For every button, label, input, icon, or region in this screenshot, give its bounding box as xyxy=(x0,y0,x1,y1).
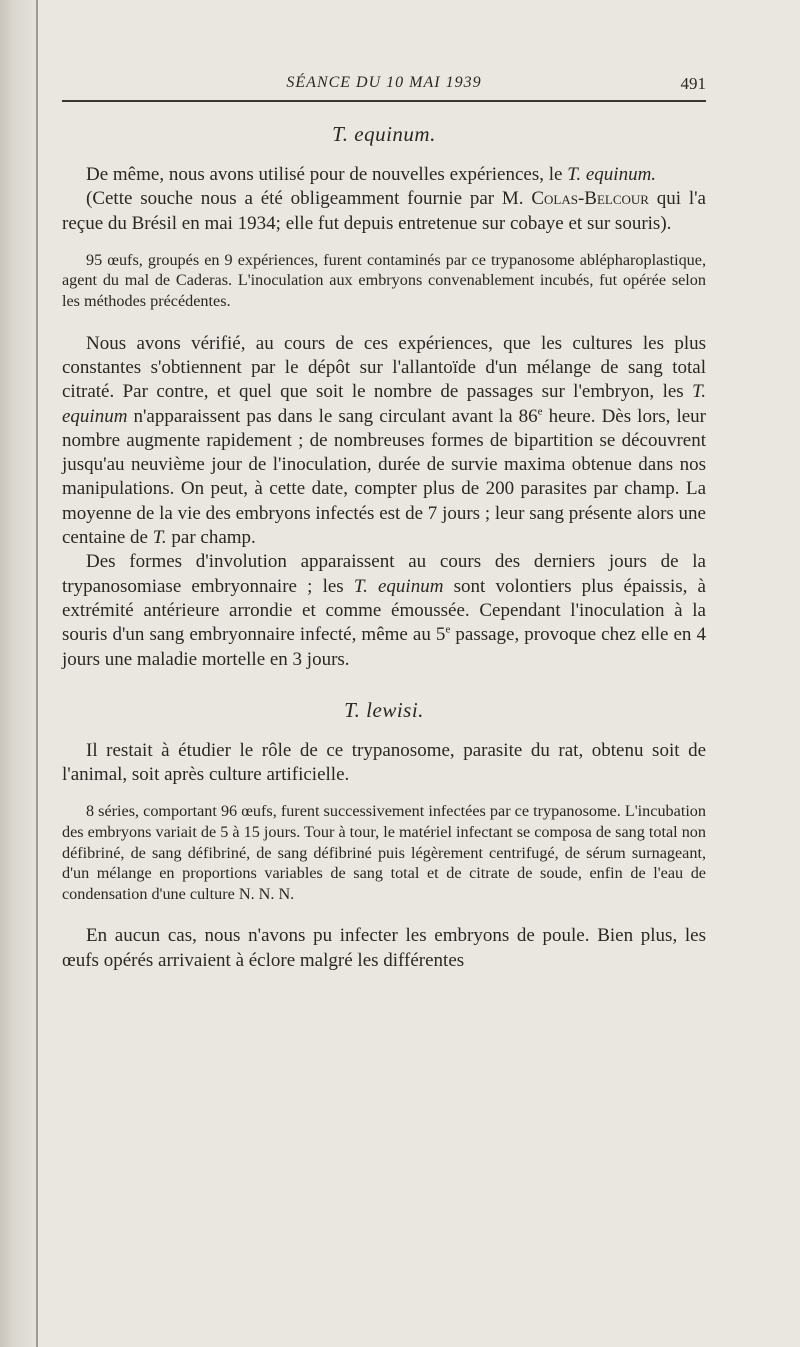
author-name: Colas-Belcour xyxy=(531,188,649,210)
section-title-equinum: T. equinum. xyxy=(332,122,436,146)
species-name: T. equinum. xyxy=(567,164,657,185)
paragraph-5-text-c: passage, provoque chez elle en 4 jours une maladie mortelle en 3 jours. xyxy=(62,624,706,670)
paragraph-4-text-c: heure. Dès lors, leur nombre augmente rapidement ; de nombreuses formes de bipartition se découvrent jusqu'au neuvième jour de l'inoculation, durée de survie maxima obtenue dans nos manipulations. On peut, à cette date, compter plus de 200 parasites par champ. La moyenne de la vie des embryons infectés est de 7 jours ; leur sang présente alors une centaine de xyxy=(62,405,707,549)
ordinal-superscript: e xyxy=(537,405,543,418)
paragraph-7-methods: 8 séries, comportant 96 œufs, furent successivement infectées par ce trypanosome. L'incubation des embryons variait de 5 à 15 jours. Tour à tour, le matériel infectant se composa de sang total non défibriné, de sang défibriné, de sang défibriné puis légèrement centrifugé, de sérum surnageant, d'un mélange en proportions variables de sang total et de citrate de soude, enfin de l'eau de condensation d'une culture N. N. N. xyxy=(62,802,706,903)
running-head xyxy=(62,60,706,102)
document-page xyxy=(62,60,706,973)
paragraph-3-methods: 95 œufs, groupés en 9 expériences, furent contaminés par ce trypanosome ablépharoplastique, agent du mal de Caderas. L'inoculation aux embryons convenablement incubés, fut opérée selon les méthodes précédentes. xyxy=(62,250,706,311)
species-name: T. equinum xyxy=(62,381,706,427)
section-title-lewisi: T. lewisi. xyxy=(344,697,424,722)
paragraph-5 xyxy=(62,550,706,671)
paragraph-5-text-a: Des formes d'involution apparaissent au cours des derniers jours de la trypanosomiase embryonnaire ; les xyxy=(62,551,706,597)
page-edge-shadow xyxy=(0,0,38,1347)
paragraph-4-text-d: par champ. xyxy=(166,527,256,549)
paragraph-4 xyxy=(62,332,706,551)
running-title: SÉANCE DU 10 MAI 1939 xyxy=(286,74,482,91)
paragraph-2-text-start: (Cette souche nous a été obligeamment fournie par M. xyxy=(86,188,532,210)
paragraph-5-text-b: sont volontiers plus épaissis, à extrémité antérieure arrondie et comme émoussée. Cependant l'inoculation à la souris d'un sang embryonnaire infecté, même au 5 xyxy=(62,575,706,646)
paragraph-2 xyxy=(62,187,706,236)
ordinal-superscript: e xyxy=(445,623,451,636)
species-name: T. equinum xyxy=(353,575,444,597)
paragraph-4-text-b: n'apparaissent pas dans le sang circulant avant la 86 xyxy=(127,405,538,427)
paragraph-6: Il restait à étudier le rôle de ce trypanosome, parasite du rat, obtenu soit de l'animal, soit après culture artificielle. xyxy=(62,739,706,786)
page-number: 491 xyxy=(680,74,706,93)
paragraph-2-text-end: qui l'a reçue du Brésil en mai 1934; elle fut depuis entretenue sur cobaye et sur souris). xyxy=(62,188,706,234)
paragraph-4-text-a: Nous avons vérifié, au cours de ces expériences, que les cultures les plus constantes s'obtiennent par le dépôt sur l'allantoïde d'un mélange de sang total citraté. Par contre, et quel que soit le nombre de passages sur l'embryon, les xyxy=(62,332,706,403)
paragraph-8: En aucun cas, nous n'avons pu infecter les embryons de poule. Bien plus, les œufs opérés arrivaient à éclore malgré les différentes xyxy=(62,925,706,971)
paragraph-1-text: De même, nous avons utilisé pour de nouvelles expériences, le xyxy=(86,164,568,185)
paragraph-1 xyxy=(62,163,706,187)
species-abbrev: T. xyxy=(152,527,167,549)
